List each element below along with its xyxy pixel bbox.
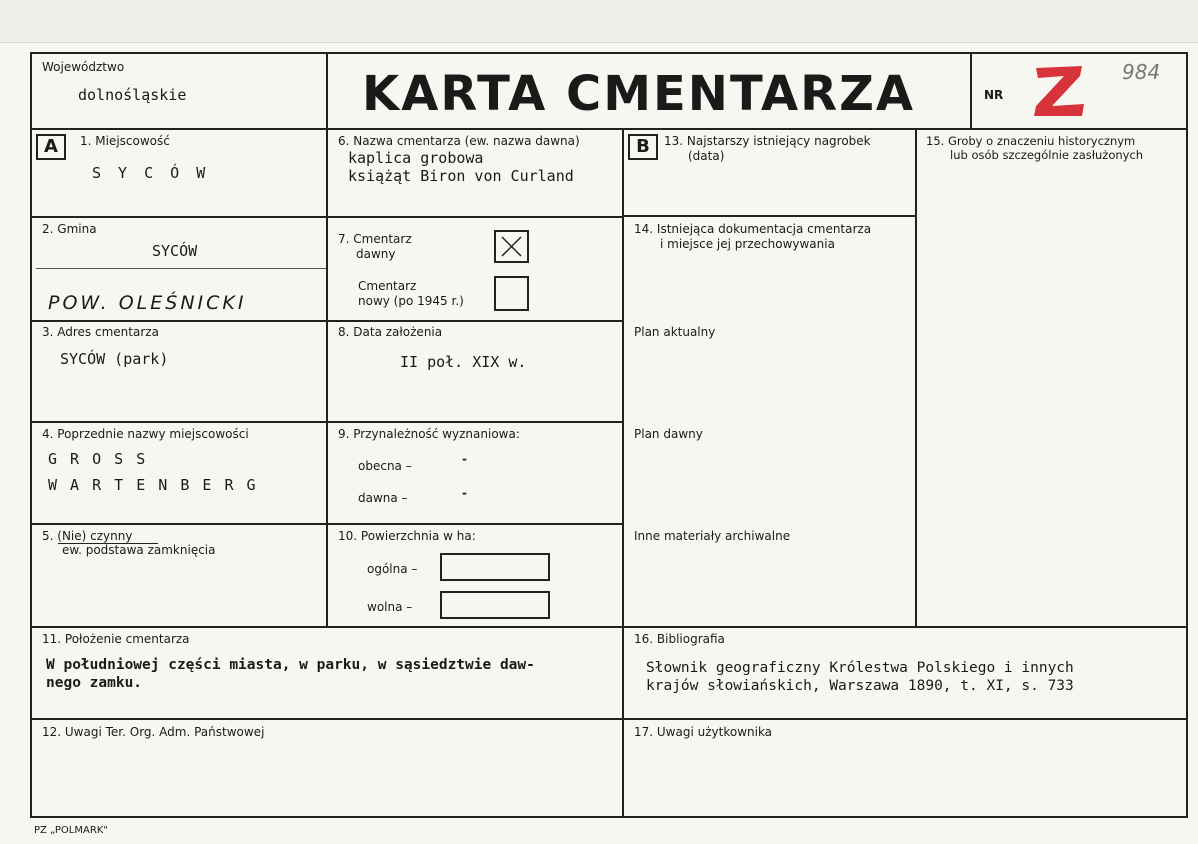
ogolna-input-box[interactable] xyxy=(440,553,550,581)
field-16-label: 16. Bibliografia xyxy=(634,632,725,646)
field-3-label: 3. Adres cmentarza xyxy=(42,325,159,339)
red-stamp-mark xyxy=(1030,60,1088,120)
wojewodztwo-label: Województwo xyxy=(42,60,125,74)
divider xyxy=(30,128,1188,130)
checkbox-cmentarz-dawny[interactable] xyxy=(494,230,529,263)
field-15-label: 15. Groby o znaczeniu historycznym xyxy=(926,134,1136,148)
field-4-value-line2: W A R T E N B E R G xyxy=(48,476,258,494)
field-3-value: SYCÓW (park) xyxy=(60,350,169,368)
field-5-sublabel: ew. podstawa zamknięcia xyxy=(62,543,216,557)
field-11-label: 11. Położenie cmentarza xyxy=(42,632,190,646)
plan-dawny-label: Plan dawny xyxy=(634,427,703,441)
divider xyxy=(30,320,623,322)
field-1-label: 1. Miejscowość xyxy=(80,134,170,148)
field-7-dawny: dawny xyxy=(356,247,396,261)
nr-label: NR xyxy=(984,88,1004,102)
nr-handwritten: 984 xyxy=(1122,60,1161,84)
field-4-label: 4. Poprzednie nazwy miejscowości xyxy=(42,427,249,441)
field-1-value: S Y C Ó W xyxy=(92,164,210,182)
inne-materialy-label: Inne materiały archiwalne xyxy=(634,529,791,543)
field-12-label: 12. Uwagi Ter. Org. Adm. Państwowej xyxy=(42,725,265,739)
field-9-dawna: dawna – xyxy=(358,491,408,505)
field-11-value-line1: W południowej części miasta, w parku, w sąsiedztwie daw- xyxy=(46,657,535,673)
field-15-sublabel: lub osób szczególnie zasłużonych xyxy=(950,148,1144,162)
divider xyxy=(622,215,915,217)
wojewodztwo-value: dolnośląskie xyxy=(78,86,187,104)
divider xyxy=(36,268,326,269)
field-6-value-line1: kaplica grobowa xyxy=(348,149,484,167)
field-8-value: II poł. XIX w. xyxy=(400,353,527,371)
field-10-label: 10. Powierzchnia w ha: xyxy=(338,529,476,543)
printer-imprint: PZ „POLMARK" xyxy=(34,825,108,836)
divider xyxy=(30,523,623,525)
divider xyxy=(30,718,1188,720)
divider xyxy=(622,129,624,818)
divider xyxy=(970,52,972,129)
field-2-handwritten: POW. OLEŚNICKI xyxy=(48,292,247,314)
field-7-new-label: Cmentarz xyxy=(358,279,417,293)
field-4-value-line1: G R O S S xyxy=(48,450,148,468)
field-14-label: 14. Istniejąca dokumentacja cmentarza xyxy=(634,222,872,236)
field-16-value-line1: Słownik geograficzny Królestwa Polskiego i innych xyxy=(646,660,1074,676)
field-11-value-line2: nego zamku. xyxy=(46,675,143,691)
divider xyxy=(30,216,623,218)
field-2-value: SYCÓW xyxy=(152,242,198,260)
checkbox-cmentarz-nowy[interactable] xyxy=(494,276,529,311)
top-margin-band xyxy=(0,0,1198,43)
field-6-label: 6. Nazwa cmentarza (ew. nazwa dawna) xyxy=(338,134,580,148)
divider xyxy=(30,626,1188,628)
field-7-label: 7. Cmentarz xyxy=(338,232,412,246)
wolna-input-box[interactable] xyxy=(440,591,550,619)
field-9-label: 9. Przynależność wyznaniowa: xyxy=(338,427,520,441)
field-2-label: 2. Gmina xyxy=(42,222,97,236)
field-5-label: 5. (Nie) czynny xyxy=(42,529,133,543)
field-6-value-line2: książąt Biron von Curland xyxy=(348,167,574,185)
field-9-obecna-value: - xyxy=(462,452,467,466)
divider xyxy=(915,129,917,627)
field-8-label: 8. Data założenia xyxy=(338,325,443,339)
field-9-obecna: obecna – xyxy=(358,459,412,473)
field-10-ogolna: ogólna – xyxy=(367,562,418,576)
divider xyxy=(326,52,328,129)
plan-aktualny-label: Plan aktualny xyxy=(634,325,716,339)
field-16-value-line2: krajów słowiańskich, Warszawa 1890, t. XI, s. 733 xyxy=(646,678,1074,694)
field-10-wolna: wolna – xyxy=(367,600,413,614)
section-a-marker: A xyxy=(36,134,66,160)
divider xyxy=(326,129,328,627)
card-title: KARTA CMENTARZA xyxy=(362,66,916,122)
field-17-label: 17. Uwagi użytkownika xyxy=(634,725,773,739)
field-13-label: 13. Najstarszy istniejący nagrobek xyxy=(664,134,871,148)
field-7-new-sublabel: nowy (po 1945 r.) xyxy=(358,294,464,308)
field-9-dawna-value: - xyxy=(462,486,467,500)
section-b-marker: B xyxy=(628,134,658,160)
field-13-sublabel: (data) xyxy=(688,149,725,163)
field-14-sublabel: i miejsce jej przechowywania xyxy=(660,237,835,251)
checkbox-x-mark xyxy=(496,232,527,261)
divider xyxy=(30,421,623,423)
